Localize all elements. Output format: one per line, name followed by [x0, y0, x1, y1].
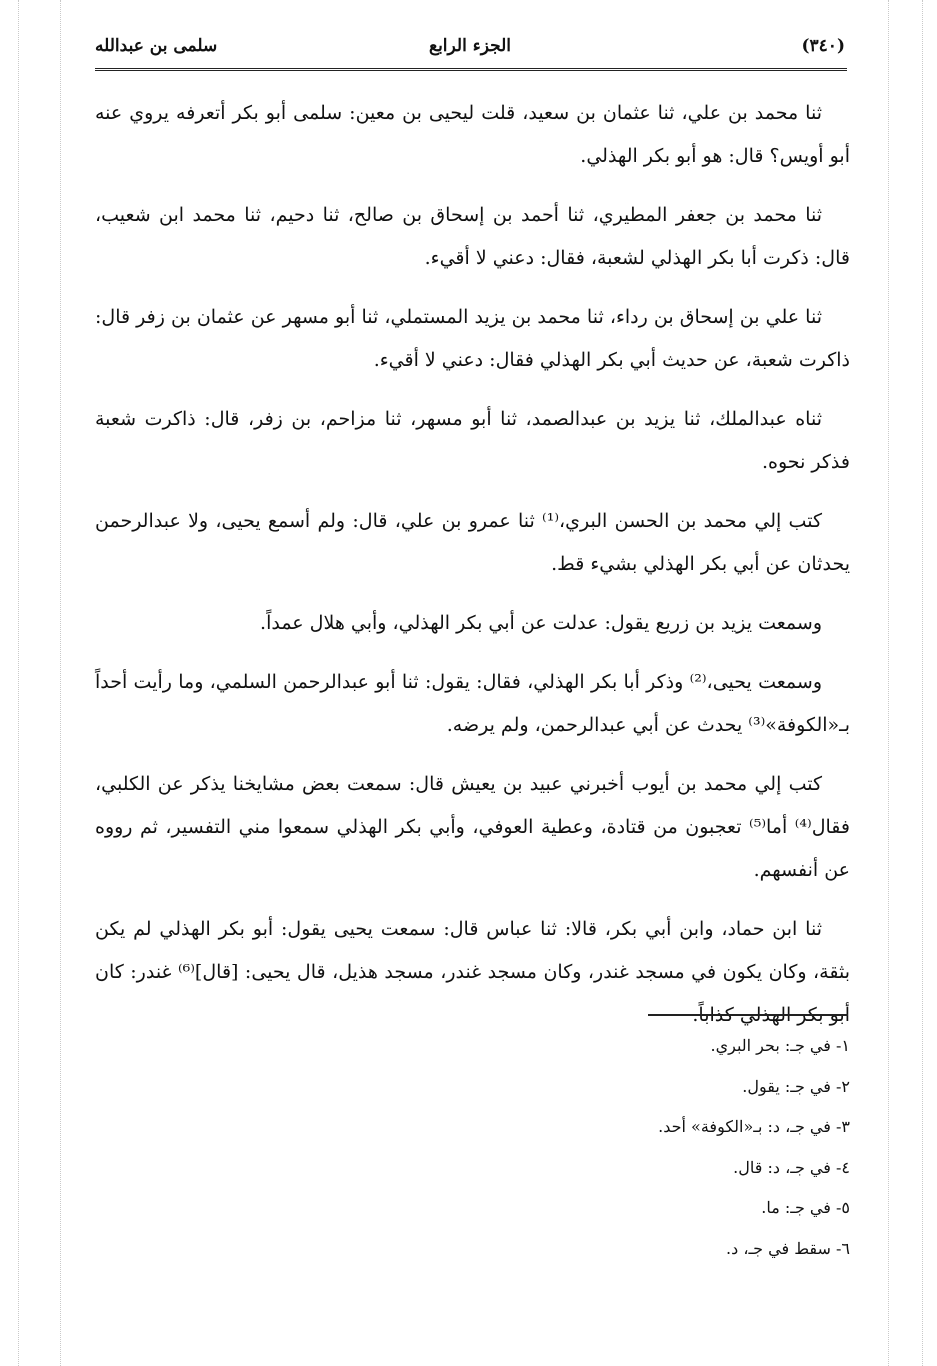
paragraph: ثنا ابن حماد، وابن أبي بكر، قالا: ثنا عباس قال: سمعت يحيى يقول: أبو بكر الهذلي لم يكن بثقة، وكان يكون في مسجد غندر، وكان مسجد غندر، مسجد هذيل، قال يحيى: [قال]⁽⁶⁾ غندر: كان أبو بكر الهذلي كذاباً. [95, 918, 850, 1026]
scan-guide-line [60, 0, 61, 1366]
footnote-divider [648, 1014, 848, 1016]
footnote: ١- في جـ: بحر البري. [710, 1036, 850, 1055]
paragraph: وسمعت يزيد بن زريع يقول: عدلت عن أبي بكر الهذلي، وأبي هلال عمداً. [260, 612, 822, 634]
page-number: (٣٤٠) [801, 36, 845, 56]
scan-guide-line [922, 0, 923, 1366]
footnote: ٣- في جـ، د: بـ«الكوفة» أحد. [658, 1117, 850, 1136]
footnotes [400, 1026, 850, 1269]
main-text [95, 92, 850, 1053]
paragraph: ثناه عبدالملك، ثنا يزيد بن عبدالصمد، ثنا أبو مسهر، ثنا مزاحم، بن زفر، قال: ذاكرت شعبة فذكر نحوه. [95, 408, 850, 473]
footnote: ٤- في جـ، د: قال. [733, 1157, 850, 1177]
running-header [95, 36, 845, 70]
footnote: ٢- في جـ: يقول. [742, 1076, 850, 1096]
scan-guide-line [18, 0, 19, 1366]
paragraph: ثنا محمد بن علي، ثنا عثمان بن سعيد، قلت ليحيى بن معين: سلمى أبو بكر أتعرفه يروي عنه أبو أويس؟ قال: هو أبو بكر الهذلي. [95, 102, 850, 167]
paragraph: كتب إلي محمد بن أيوب أخبرني عبيد بن يعيش قال: سمعت بعض مشايخنا يذكر عن الكلبي، فقال⁽⁴⁾ أما⁽⁵⁾ تعجبون من قتادة، وعطية العوفي، وأبي بكر الهذلي سمعوا مني التفسير، ثم رووه عن أنفسهم. [95, 773, 850, 881]
volume-title: الجزء الرابع [429, 36, 511, 56]
paragraph: ثنا محمد بن جعفر المطيري، ثنا أحمد بن إسحاق بن صالح، ثنا دحيم، ثنا محمد ابن شعيب، قال: ذكرت أبا بكر الهذلي لشعبة، فقال: دعني لا أقيء. [95, 204, 850, 269]
entry-name: سلمى بن عبدالله [95, 36, 218, 56]
paragraph: ثنا علي بن إسحاق بن رداء، ثنا محمد بن يزيد المستملي، ثنا أبو مسهر عن عثمان بن زفر قال: ذاكرت شعبة، عن حديث أبي بكر الهذلي فقال: دعني لا أقيء. [95, 306, 850, 371]
footnote: ٥- في جـ: ما. [761, 1198, 850, 1217]
footnote: ٦- سقط في جـ، د. [726, 1238, 850, 1258]
paragraph: كتب إلي محمد بن الحسن البري،⁽¹⁾ ثنا عمرو بن علي، قال: ولم أسمع يحيى، ولا عبدالرحمن يحدثان عن أبي بكر الهذلي بشيء قط. [95, 510, 850, 575]
paragraph: وسمعت يحيى،⁽²⁾ وذكر أبا بكر الهذلي، فقال: يقول: ثنا أبو عبدالرحمن السلمي، وما رأيت أحداً بـ«الكوفة»⁽³⁾ يحدث عن أبي عبدالرحمن، ولم يرضه. [95, 671, 850, 736]
header-divider [95, 68, 847, 71]
scan-guide-line [888, 0, 889, 1366]
